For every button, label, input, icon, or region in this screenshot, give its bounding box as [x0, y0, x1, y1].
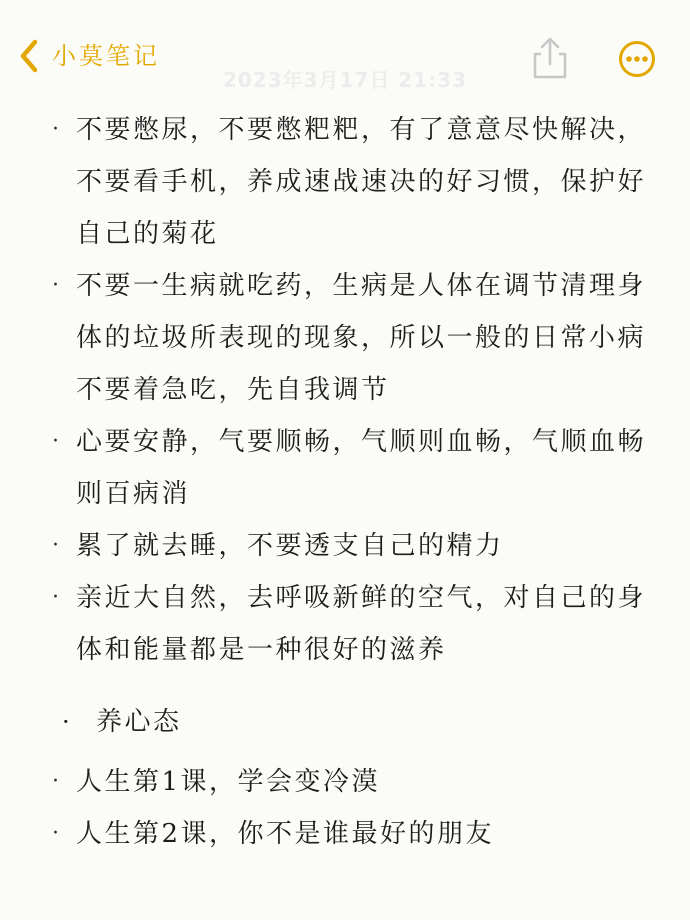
- navigation-bar: [0, 0, 690, 110]
- back-label: 小莫笔记: [52, 42, 160, 70]
- section-heading: [0, 696, 690, 748]
- list-item: [0, 416, 690, 520]
- list-item-text: 心要安静，气要顺畅，气顺则血畅，气顺血畅则百病消: [76, 427, 647, 509]
- bullet-marker: ·: [52, 273, 62, 298]
- list-item-text: 累了就去睡，不要透支自己的精力: [76, 531, 504, 561]
- list-item-text: 亲近大自然，去呼吸新鲜的空气，对自己的身体和能量都是一种很好的滋养: [76, 583, 647, 665]
- list-item: [0, 520, 690, 572]
- bullet-marker: ·: [52, 585, 62, 610]
- note-timestamp: 2023年3月17日 21:33: [222, 68, 468, 92]
- section-bullet-marker: ·: [62, 708, 73, 736]
- list-item: [0, 260, 690, 416]
- share-icon: [530, 65, 570, 84]
- list-item-text: 人生第1课，学会变冷漠: [76, 767, 381, 797]
- list-item-text: 不要憋尿，不要憋粑粑，有了意意尽快解决，不要看手机，养成速战速决的好习惯，保护好自己的菊花: [76, 115, 647, 249]
- section-heading-text: 养心态: [96, 707, 182, 737]
- list-item-text: 不要一生病就吃药，生病是人体在调节清理身体的垃圾所表现的现象，所以一般的日常小病不要着急吃，先自我调节: [76, 271, 647, 405]
- bullet-marker: ·: [52, 821, 62, 846]
- list-item: [0, 572, 690, 676]
- bullet-marker: ·: [52, 533, 62, 558]
- more-options-button[interactable]: [618, 40, 656, 78]
- note-body[interactable]: [0, 104, 690, 860]
- list-item: [0, 808, 690, 860]
- bullet-marker: ·: [52, 769, 62, 794]
- share-button[interactable]: [530, 36, 570, 80]
- list-item: [0, 104, 690, 260]
- list-item-text: 人生第2课，你不是谁最好的朋友: [76, 819, 495, 849]
- list-item: [0, 756, 690, 808]
- bullet-marker: ·: [52, 429, 62, 454]
- bullet-marker: ·: [52, 117, 62, 142]
- more-icon: [618, 63, 656, 82]
